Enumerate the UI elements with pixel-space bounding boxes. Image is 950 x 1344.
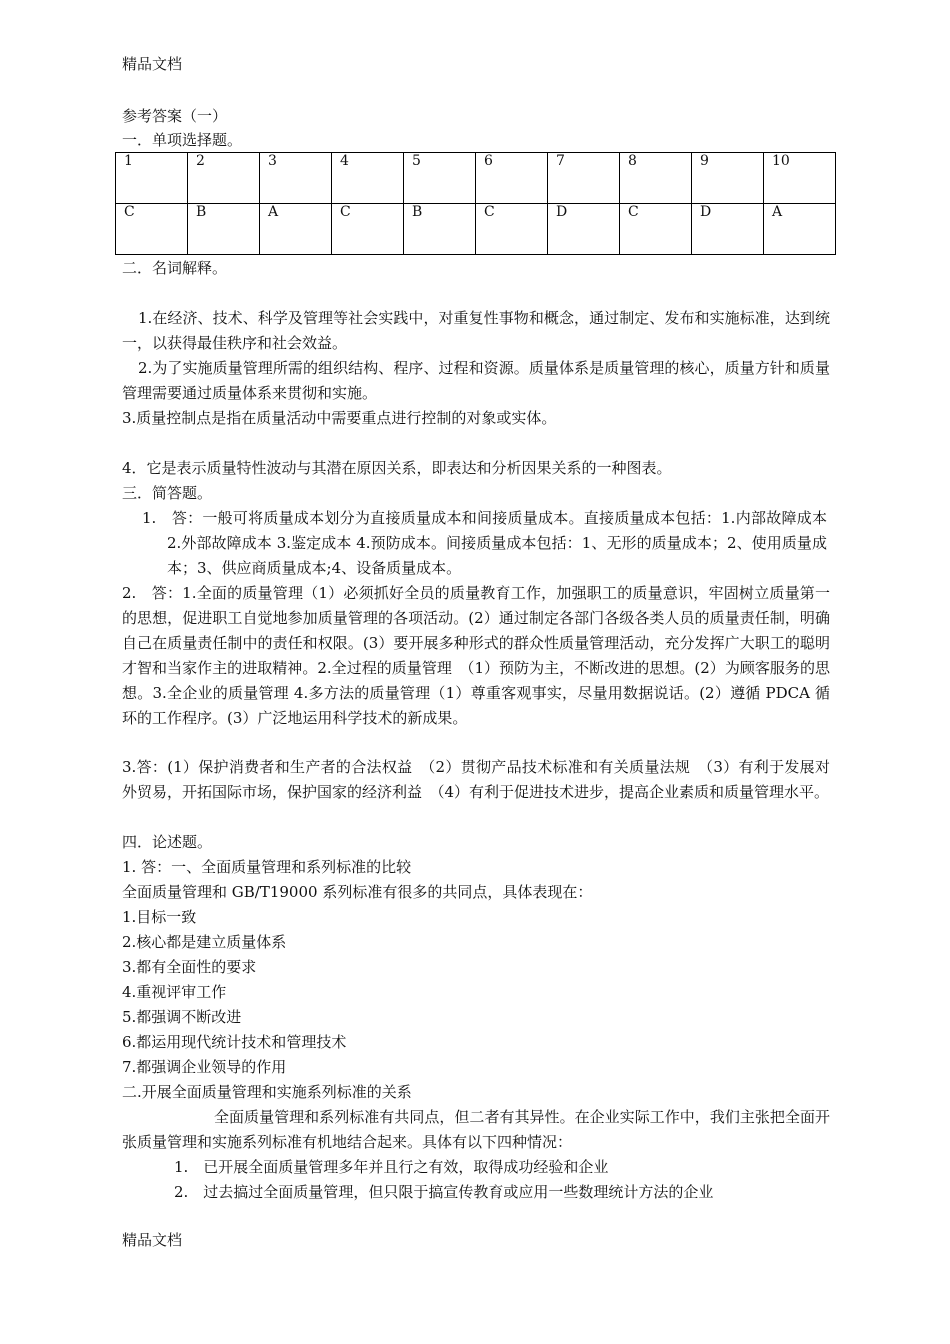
list-item: 4.重视评审工作 bbox=[122, 983, 227, 1001]
table-cell: 1 bbox=[116, 153, 188, 204]
definition-2: 2.为了实施质量管理所需的组织结构、程序、过程和资源。质量体系是质量管理的核心，质量方针和质量管理需要通过质量体系来贯彻和实施。 bbox=[122, 359, 830, 402]
page-footer: 精品文档 bbox=[122, 1231, 183, 1249]
table-cell: C bbox=[332, 204, 404, 255]
table-cell: B bbox=[404, 204, 476, 255]
page-title: 参考答案（一） bbox=[122, 107, 228, 125]
list-item: 6.都运用现代统计技术和管理技术 bbox=[122, 1033, 347, 1051]
table-cell: C bbox=[620, 204, 692, 255]
essay-heading-1: 1. 答：一、全面质量管理和系列标准的比较 bbox=[122, 858, 412, 876]
essay-heading-2: 二.开展全面质量管理和实施系列标准的关系 bbox=[122, 1083, 412, 1101]
table-cell: A bbox=[764, 204, 836, 255]
table-cell: 8 bbox=[620, 153, 692, 204]
definition-3: 3.质量控制点是指在质量活动中需要重点进行控制的对象或实体。 bbox=[122, 409, 557, 427]
table-cell: 9 bbox=[692, 153, 764, 204]
table-cell: 7 bbox=[548, 153, 620, 204]
table-cell: 3 bbox=[260, 153, 332, 204]
definition-4: 4．它是表示质量特性波动与其潜在原因关系，即表达和分析因果关系的一种图表。 bbox=[122, 459, 672, 477]
list-item: 2.核心都是建立质量体系 bbox=[122, 933, 287, 951]
table-cell: C bbox=[476, 204, 548, 255]
list-item: 7.都强调企业领导的作用 bbox=[122, 1058, 287, 1076]
table-row-answers bbox=[116, 204, 836, 255]
essay-paragraph: 全面质量管理和系列标准有共同点，但二者有其异性。在企业实际工作中，我们主张把全面开张质量管理和实施系列标准有机地结合起来。具体有以下四种情况： bbox=[122, 1108, 830, 1151]
case-item: 2. 过去搞过全面质量管理，但只限于搞宣传教育或应用一些数理统计方法的企业 bbox=[174, 1183, 714, 1201]
table-cell: 4 bbox=[332, 153, 404, 204]
case-item: 1. 已开展全面质量管理多年并且行之有效，取得成功经验和企业 bbox=[174, 1158, 609, 1176]
table-cell: D bbox=[692, 204, 764, 255]
short-answer-1: 1. 答：一般可将质量成本划分为直接质量成本和间接质量成本。直接质量成本包括：1.内部故障成本 2.外部故障成本 3.鉴定成本 4.预防成本。间接质量成本包括：1、无形的质量成本；2、使用质量成本；3、供应商质量成本;4、设备质量成本。 bbox=[142, 509, 827, 577]
table-cell: C bbox=[116, 204, 188, 255]
table-cell: 5 bbox=[404, 153, 476, 204]
table-cell: 6 bbox=[476, 153, 548, 204]
short-answer-3: 3.答：(1）保护消费者和生产者的合法权益 （2）贯彻产品技术标准和有关质量法规 （3）有利于发展对外贸易，开拓国际市场，保护国家的经济利益 （4）有利于促进技术进步，提高企业素质和质量管理水平。 bbox=[122, 758, 830, 801]
list-item: 1.目标一致 bbox=[122, 908, 197, 926]
table-cell: 2 bbox=[188, 153, 260, 204]
table-cell: D bbox=[548, 204, 620, 255]
table-cell: A bbox=[260, 204, 332, 255]
answer-table bbox=[115, 152, 836, 255]
section-heading-4: 四．论述题。 bbox=[122, 833, 213, 851]
section-heading-2: 二．名词解释。 bbox=[122, 259, 228, 277]
section-heading-3: 三．简答题。 bbox=[122, 484, 213, 502]
short-answer-2: 2. 答：1.全面的质量管理（1）必须抓好全员的质量教育工作，加强职工的质量意识，牢固树立质量第一的思想，促进职工自觉地参加质量管理的各项活动。(2）通过制定各部门各级各类人员的质量责任制，明确自己在质量责任制中的责任和权限。(3）要开展多种形式的群众性质量管理活动，充分发挥广大职工的聪明才智和当家作主的进取精神。2.全过程的质量管理 （1）预防为主，不断改进的思想。(2）为顾客服务的思想。3.全企业的质量管理 4.多方法的质量管理（1）尊重客观事实，尽量用数据说话。(2）遵循 PDCA 循环的工作程序。(3）广泛地运用科学技术的新成果。 bbox=[122, 584, 830, 727]
essay-intro: 全面质量管理和 GB/T19000 系列标准有很多的共同点，具体表现在： bbox=[122, 883, 593, 901]
definition-1: 1.在经济、技术、科学及管理等社会实践中，对重复性事物和概念，通过制定、发布和实施标准，达到统一，以获得最佳秩序和社会效益。 bbox=[122, 309, 830, 352]
table-row-numbers bbox=[116, 153, 836, 204]
list-item: 3.都有全面性的要求 bbox=[122, 958, 257, 976]
table-cell: 10 bbox=[764, 153, 836, 204]
page-header: 精品文档 bbox=[122, 55, 183, 73]
list-item: 5.都强调不断改进 bbox=[122, 1008, 242, 1026]
section-heading-1: 一．单项选择题。 bbox=[122, 131, 243, 149]
table-cell: B bbox=[188, 204, 260, 255]
